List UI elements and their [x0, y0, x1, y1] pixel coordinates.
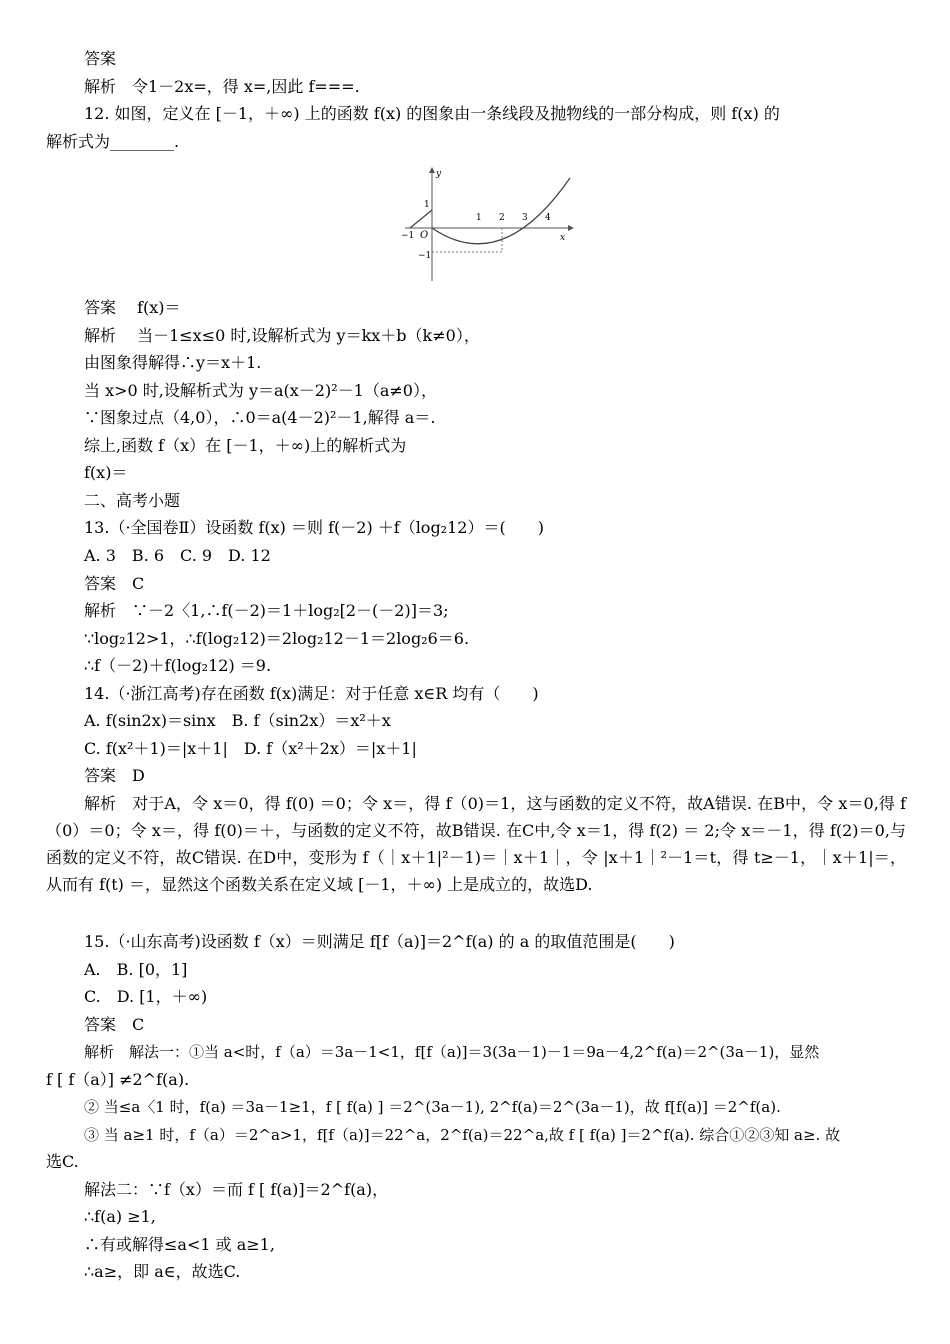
solution-15-line8: ∴有或解得≤a<1 或 a≥1,	[84, 1235, 275, 1254]
solution-15-line5: 选C.	[46, 1152, 79, 1171]
question-13: 13.（·全国卷Ⅱ）设函数 f(x) ＝则 f(－2) ＋f（log₂12）＝( )	[84, 518, 544, 537]
solution-14-paragraph: 解析 对于A，令 x＝0，得 f(0) ＝0；令 x＝，得 f（0)＝1，这与函数的定义不符，故A错误. 在B中，令 x＝0,得 f（0）＝0；令 x＝，得 f(0)＝＋，与函数的定义不符，故B错误. 在C中,令 x＝1，得 f(2) ＝ 2;令 x＝－1，得 f(2)＝0,与函数的定义不符，故C错误. 在D中，变形为 f（｜x＋1|²－1)＝｜x＋1｜，令 |x＋1｜²－1＝t，得 t≥－1，｜x＋1|＝，从而有 f(t) ＝，显然这个函数关系在定义域 [－1，＋∞) 上是成立的，故选D.	[46, 794, 906, 894]
question-14: 14.（·浙江高考)存在函数 f(x)满足：对于任意 x∈R 均有（ )	[84, 684, 539, 703]
x-tick-4: 4	[545, 213, 551, 223]
solution-15-line6: 解法二：∵f（x）＝而 f [ f(a)]＝2^f(a)，	[84, 1180, 389, 1199]
x-tick-1: 1	[476, 213, 482, 223]
answer-label: 答案	[84, 49, 117, 68]
axis-y-label: y	[436, 169, 442, 179]
solution-12-line2: 由图象得解得∴y＝x＋1.	[84, 353, 262, 372]
options-14-cd: C. f(x²＋1)＝|x＋1| D. f（x²＋2x）＝|x＋1|	[84, 739, 417, 758]
x-tick-minus1: −1	[401, 231, 415, 241]
solution-12-line1: 解析 当－1≤x≤0 时,设解析式为 y＝kx＋b（k≠0），	[84, 326, 480, 345]
x-tick-2: 2	[499, 213, 505, 223]
options-15-ab: A. B. [0，1]	[84, 960, 188, 979]
solution-13-line2: ∵log₂12>1，∴f(log₂12)＝2log₂12－1＝2log₂6＝6.	[84, 629, 470, 648]
solution-15-line1: 解析 解法一：①当 a<时，f（a）＝3a－1<1，f[f（a)]＝3(3a－1)－1＝9a－4,2^f(a)＝2^(3a－1)，显然	[84, 1043, 820, 1061]
options-15-cd: C. D. [1，＋∞)	[84, 987, 208, 1006]
options-14-ab: A. f(sin2x)＝sinx B. f（sin2x）＝x²＋x	[84, 711, 391, 730]
y-arrow	[429, 167, 435, 173]
solution-15-line7: ∴f(a) ≥1,	[84, 1207, 156, 1226]
question-15: 15.（·山东高考)设函数 f（x）＝则满足 f[f（a)]＝2^f(a) 的 a 的取值范围是( )	[84, 932, 675, 951]
solution-15-line3: ② 当≤a〈1 时，f(a) ＝3a－1≥1，f [ f(a) ] ＝2^(3a－1), 2^f(a)＝2^(3a－1)，故 f[f(a)] ＝2^f(a).	[84, 1098, 781, 1116]
question-12: 12. 如图，定义在 [－1，＋∞) 上的函数 f(x) 的图象由一条线段及抛物线的一部分构成，则 f(x) 的	[84, 104, 780, 123]
y-tick-1: 1	[424, 200, 430, 210]
solution-12-line3: 当 x>0 时,设解析式为 y＝a(x－2)²－1（a≠0），	[84, 381, 437, 400]
answer-13: 答案 C	[84, 574, 145, 593]
x-tick-3: 3	[522, 213, 528, 223]
solution-line: 解析 令1－2x=，得 x=,因此 f===.	[84, 77, 360, 96]
solution-15-line2: f [ f（a）] ≠2^f(a).	[46, 1070, 190, 1089]
axis-x-label: x	[560, 233, 566, 243]
answer-14: 答案 D	[84, 766, 145, 785]
y-tick-minus1: −1	[418, 251, 432, 261]
solution-15-line4: ③ 当 a≥1 时，f（a）＝2^a>1，f[f（a)]＝22^a，2^f(a)＝22^a,故 f [ f(a) ]＝2^f(a). 综合①②③知 a≥. 故	[84, 1126, 841, 1144]
section-heading: 二、高考小题	[84, 491, 181, 510]
answer-12: 答案 f(x)＝	[84, 298, 181, 317]
solution-15-line9: ∴a≥，即 a∈，故选C.	[84, 1262, 241, 1281]
parabola-curve	[432, 178, 570, 244]
solution-13-line3: ∴f（－2)＋f(log₂12) ＝9.	[84, 656, 272, 675]
options-13: A. 3 B. 6 C. 9 D. 12	[84, 546, 271, 565]
solution-12-line5: 综上,函数 f（x）在 [－1，＋∞)上的解析式为	[84, 436, 407, 455]
line-segment	[410, 210, 432, 228]
question-12-cont: 解析式为________.	[46, 132, 180, 151]
x-arrow	[568, 225, 574, 231]
function-graph	[400, 166, 575, 283]
origin-label: O	[420, 230, 429, 241]
answer-15: 答案 C	[84, 1015, 145, 1034]
solution-12-line4: ∵图象过点（4,0），∴0＝a(4－2)²－1,解得 a＝.	[84, 408, 436, 427]
solution-13-line1: 解析 ∵－2〈1,∴f(－2)＝1＋log₂[2－(－2)]＝3;	[84, 601, 449, 620]
solution-12-line6: f(x)＝	[84, 463, 128, 482]
